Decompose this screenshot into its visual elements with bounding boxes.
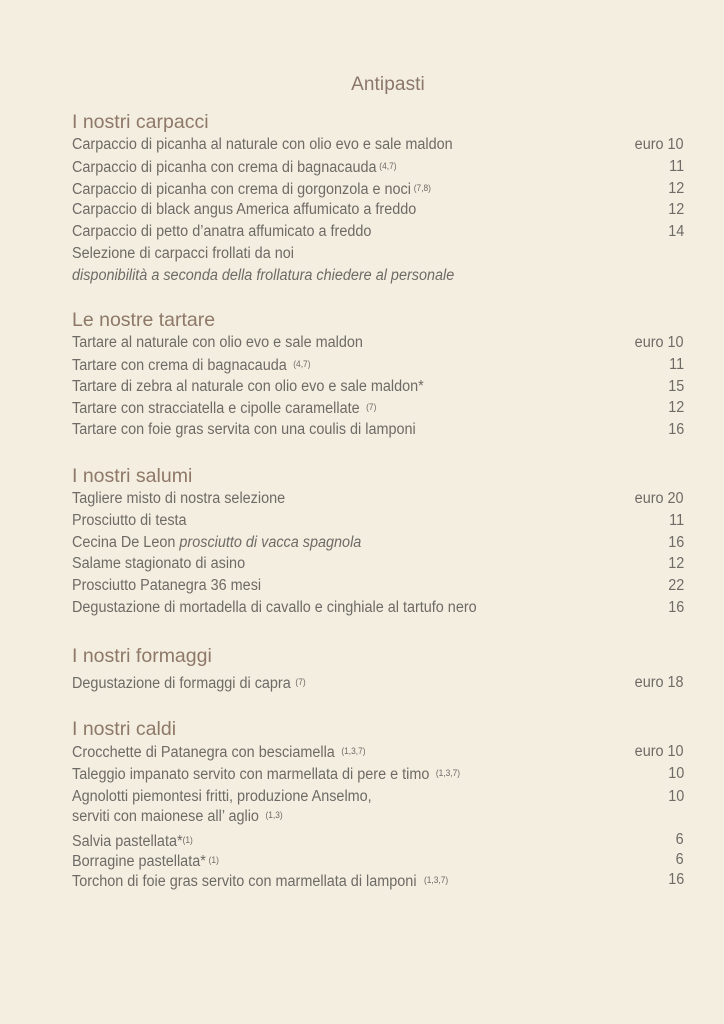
- menu-item: [72, 134, 684, 156]
- menu-item: [72, 199, 684, 221]
- menu-item: [72, 672, 684, 694]
- menu-item: [72, 419, 684, 441]
- section-heading: I nostri formaggi: [72, 645, 212, 667]
- item-price: 11: [669, 157, 684, 175]
- menu-item: [72, 156, 684, 178]
- menu-item: [72, 397, 684, 419]
- item-name: Agnolotti piemontesi fritti, produzione Anselmo,: [72, 787, 372, 805]
- menu-item: [72, 532, 684, 554]
- section-heading: I nostri carpacci: [72, 111, 209, 133]
- menu-item: [72, 510, 684, 532]
- item-price: euro 10: [635, 743, 684, 760]
- menu-item: [72, 376, 684, 398]
- allergens: (4,7): [379, 160, 397, 171]
- item-name: Tagliere misto di nostra selezione: [72, 490, 286, 507]
- item-price: euro 10: [635, 136, 684, 153]
- item-price: 14: [667, 223, 684, 241]
- item-name: Tartare al naturale con olio evo e sale maldon: [72, 334, 363, 351]
- menu-item: [72, 488, 684, 510]
- allergens: (4,7): [293, 358, 311, 369]
- section-heading: I nostri caldi: [72, 718, 177, 740]
- allergens: (7): [366, 402, 377, 413]
- menu-item: [72, 741, 684, 763]
- item-price: 6: [675, 830, 684, 848]
- item-price: 10: [667, 787, 684, 805]
- menu-item: [72, 575, 684, 597]
- item-name: Carpaccio di picanha al naturale con olio evo e sale maldon: [72, 136, 453, 153]
- item-name-line2: serviti con maionese all’ aglio: [72, 807, 259, 825]
- menu-item: [72, 850, 684, 870]
- menu-item: [72, 763, 684, 785]
- item-name: Torchon di foie gras servito con marmellata di lamponi: [72, 872, 417, 890]
- item-name: Crocchette di Patanegra con besciamella: [72, 744, 335, 761]
- item-price: 16: [667, 870, 684, 888]
- item-price: 22: [667, 577, 684, 595]
- section-caldi: [72, 716, 684, 890]
- item-price: 6: [675, 850, 684, 868]
- item-price: 12: [667, 201, 684, 219]
- item-name: Salvia pastellata*: [72, 832, 183, 850]
- item-description: prosciutto di vacca spagnola: [179, 533, 362, 551]
- item-name: Degustazione di mortadella di cavallo e cinghiale al tartufo nero: [72, 598, 477, 616]
- item-price: euro 20: [635, 490, 684, 507]
- menu-item: [72, 243, 684, 265]
- item-name: Tartare con stracciatella e cipolle caramellate: [72, 400, 360, 418]
- menu-item: [72, 553, 684, 575]
- item-name: Carpaccio di black angus America affumicato a freddo: [72, 201, 417, 219]
- allergens: (7,8): [413, 182, 431, 193]
- allergens: (1,3,7): [423, 874, 449, 885]
- item-price: 12: [667, 399, 684, 417]
- item-name: Prosciutto Patanegra 36 mesi: [72, 577, 262, 595]
- section-formaggi: [72, 643, 684, 694]
- page-title: Antipasti: [351, 74, 425, 95]
- menu-item: [72, 870, 684, 890]
- allergens: (1): [182, 834, 193, 845]
- item-name: Degustazione di formaggi di capra: [72, 675, 291, 692]
- item-name: Tartare di zebra al naturale con olio evo e sale maldon*: [72, 377, 424, 395]
- item-price: 15: [667, 377, 684, 395]
- menu-item: [72, 354, 684, 376]
- item-name: Taleggio impanato servito con marmellata di pere e timo: [72, 765, 430, 783]
- item-price: 16: [667, 421, 684, 439]
- allergens: (1,3,7): [435, 767, 461, 778]
- section-tartare: [72, 307, 684, 441]
- item-price: 12: [667, 179, 684, 197]
- item-name: Carpaccio di picanha con crema di bagnacauda: [72, 158, 377, 176]
- menu-item: [72, 332, 684, 354]
- section-carpacci: [72, 109, 684, 286]
- menu-item: [72, 788, 684, 830]
- allergens: (7): [295, 677, 306, 687]
- item-name: Salame stagionato di asino: [72, 555, 246, 573]
- allergens: (1): [208, 854, 219, 865]
- menu-item: [72, 597, 684, 619]
- item-price: 16: [667, 533, 684, 551]
- item-price: euro 18: [635, 674, 684, 691]
- item-name: Carpaccio di picanha con crema di gorgonzola e noci: [72, 180, 411, 198]
- item-price: 11: [669, 511, 684, 529]
- item-name: Cecina De Leon: [72, 533, 176, 551]
- menu-item: [72, 221, 684, 243]
- allergens: (1,3,7): [341, 746, 366, 756]
- item-price: 12: [667, 555, 684, 573]
- section-salumi: [72, 463, 684, 619]
- item-name: Tartare con crema di bagnacauda: [72, 356, 287, 374]
- item-price: 16: [667, 598, 684, 616]
- availability-note: disponibilità a seconda della frollatura chiedere al personale: [72, 266, 455, 284]
- item-price: 10: [667, 764, 684, 782]
- allergens: (1,3): [265, 809, 283, 820]
- item-price: euro 10: [635, 334, 684, 351]
- menu-item: [72, 178, 684, 200]
- section-heading: Le nostre tartare: [72, 309, 216, 331]
- section-heading: I nostri salumi: [72, 465, 193, 487]
- item-name: Carpaccio di petto d’anatra affumicato a freddo: [72, 223, 372, 241]
- item-price: 11: [669, 355, 684, 373]
- item-name: Borragine pastellata*: [72, 852, 206, 870]
- menu-item: [72, 830, 684, 850]
- item-name: Tartare con foie gras servita con una coulis di lamponi: [72, 421, 416, 439]
- item-name: Prosciutto di testa: [72, 511, 187, 529]
- item-name: Selezione di carpacci frollati da noi: [72, 244, 294, 262]
